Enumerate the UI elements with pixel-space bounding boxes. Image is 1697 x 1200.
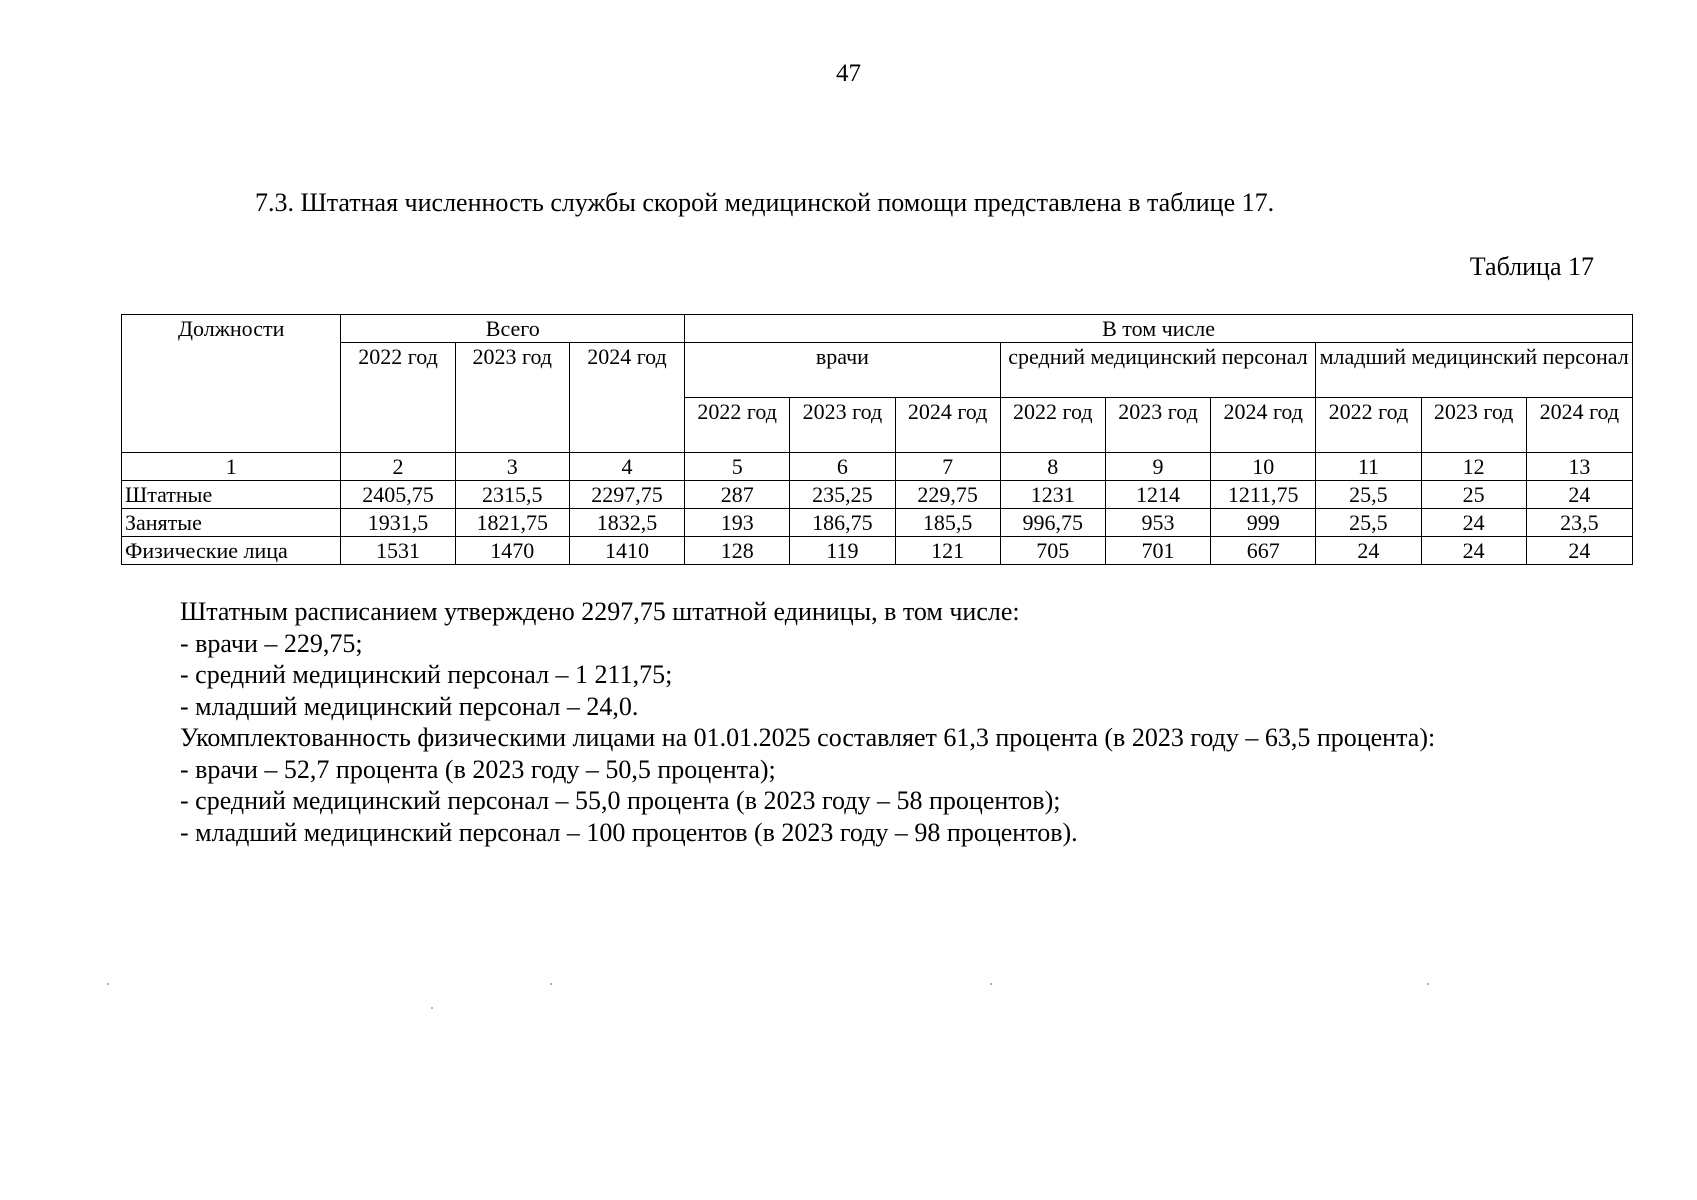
column-number: 7 [895,453,1000,481]
table-cell: 24 [1316,537,1421,565]
table-cell: 24 [1421,509,1526,537]
column-number: 8 [1000,453,1105,481]
list-item: - младший медицинский персонал – 100 процентов (в 2023 году – 98 процентов). [180,817,1078,847]
table-cell: 25,5 [1316,509,1421,537]
table-cell: 121 [895,537,1000,565]
table-cell: 287 [685,481,790,509]
column-number: 2 [341,453,455,481]
table-cell: 1470 [455,537,569,565]
table-cell: 667 [1211,537,1316,565]
table-caption: Таблица 17 [1469,252,1594,281]
row-label: Физические лица [122,537,341,565]
column-number: 4 [569,453,684,481]
header-sub-year: 2022 год [685,398,790,453]
scan-speck [107,983,109,985]
table-cell: 24 [1421,537,1526,565]
table-cell: 1531 [341,537,455,565]
column-number: 1 [122,453,341,481]
header-sub-year: 2024 год [1211,398,1316,453]
scan-speck [431,1007,433,1009]
scan-speck [550,983,552,985]
header-total-year: 2024 год [569,343,684,453]
column-number: 6 [790,453,895,481]
table-cell: 1231 [1000,481,1105,509]
table-cell: 119 [790,537,895,565]
header-group-junior: младший медицинский персонал [1316,343,1633,398]
table-cell: 1211,75 [1211,481,1316,509]
table-cell: 701 [1105,537,1210,565]
table-cell: 996,75 [1000,509,1105,537]
table-cell: 229,75 [895,481,1000,509]
list-item: - средний медицинский персонал – 55,0 процента (в 2023 году – 58 процентов); [180,786,1061,815]
header-sub-year: 2022 год [1000,398,1105,453]
header-group-doctors: врачи [685,343,1001,398]
table-cell: 235,25 [790,481,895,509]
table-cell: 128 [685,537,790,565]
header-sub-year: 2022 год [1316,398,1421,453]
header-total-year: 2023 год [455,343,569,453]
table-cell: 24 [1526,481,1632,509]
table-row [122,481,1633,509]
table-cell: 2315,5 [455,481,569,509]
table-cell: 185,5 [895,509,1000,537]
column-number: 3 [455,453,569,481]
header-total-year: 2022 год [341,343,455,453]
table-cell: 1821,75 [455,509,569,537]
table-cell: 24 [1526,537,1632,565]
header-sub-year: 2024 год [895,398,1000,453]
header-sub-year: 2023 год [790,398,895,453]
table-cell: 23,5 [1526,509,1632,537]
header-positions: Должности [122,315,341,453]
scan-speck [990,983,992,985]
scan-speck [1427,983,1429,985]
header-sub-year: 2023 год [1105,398,1210,453]
table-cell: 1410 [569,537,684,565]
table-row [122,537,1633,565]
header-including: В том числе [685,315,1633,343]
column-number: 13 [1526,453,1632,481]
table-cell: 186,75 [790,509,895,537]
list-item: - средний медицинский персонал – 1 211,75; [180,660,673,689]
table-cell: 25,5 [1316,481,1421,509]
body-text [180,596,1435,848]
table-cell: 2405,75 [341,481,455,509]
table-cell: 25 [1421,481,1526,509]
page-number: 47 [836,60,861,87]
header-total: Всего [341,315,685,343]
row-label: Занятые [122,509,341,537]
table-cell: 953 [1105,509,1210,537]
table-row [122,509,1633,537]
column-number: 5 [685,453,790,481]
header-sub-year: 2023 год [1421,398,1526,453]
list-item: - младший медицинский персонал – 24,0. [180,691,639,721]
table-cell: 1214 [1105,481,1210,509]
table-cell: 2297,75 [569,481,684,509]
staffing-table [121,314,1633,565]
table-cell: 705 [1000,537,1105,565]
intro-paragraph: 7.3. Штатная численность службы скорой медицинской помощи представлена в таблице 17. [255,188,1275,217]
table-cell: 999 [1211,509,1316,537]
paragraph: Укомплектованность физическими лицами на 01.01.2025 составляет 61,3 процента (в 2023 году – 63,5 процента): [180,723,1436,752]
table-cell: 193 [685,509,790,537]
paragraph: Штатным расписанием утверждено 2297,75 штатной единицы, в том числе: [180,597,1020,626]
list-item: - врачи – 229,75; [180,628,363,658]
table-cell: 1931,5 [341,509,455,537]
column-number: 10 [1211,453,1316,481]
row-label: Штатные [122,481,341,509]
column-number: 11 [1316,453,1421,481]
column-number: 9 [1105,453,1210,481]
header-sub-year: 2024 год [1526,398,1632,453]
column-number: 12 [1421,453,1526,481]
table-cell: 1832,5 [569,509,684,537]
header-group-nurses: средний медицинский персонал [1000,343,1316,398]
list-item: - врачи – 52,7 процента (в 2023 году – 50,5 процента); [180,754,776,784]
